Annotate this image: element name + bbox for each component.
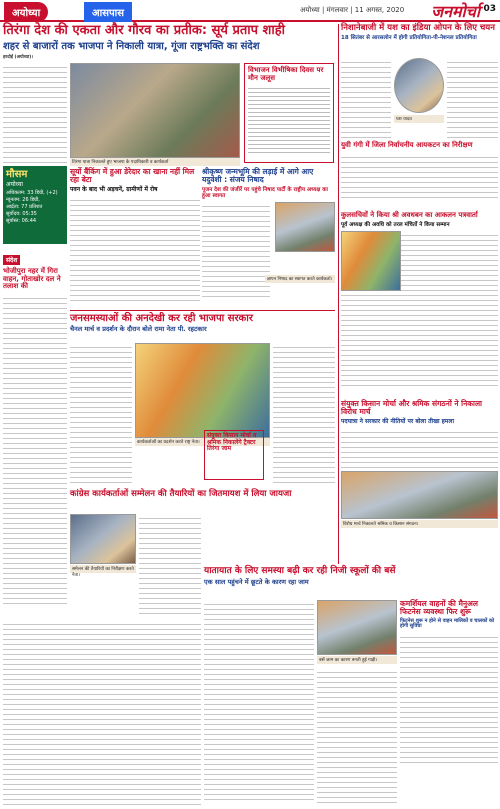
quote-box-text	[248, 85, 330, 155]
right-story-4	[341, 400, 498, 560]
story-3-headline: श्रीकृष्ण जन्मभूमि की लड़ाई में आगे आए यदुवंशी : संजय निषाद	[202, 167, 314, 185]
right-4-caption: विरोध मार्च निकालते श्रमिक व किसान संगठन।	[341, 520, 498, 528]
lead-headline: तिरंगा देश की एकता और गौरव का प्रतीक: सूर्य प्रताप शाही	[3, 23, 286, 38]
sandesh-label: संदेश	[3, 255, 20, 265]
right-1-subhead: 18 सितंबर से आरसलोन में होगी प्रतियोगिता-पी-नेशनल प्रतियोगिता	[341, 35, 477, 42]
story-5-photo	[70, 514, 136, 564]
right-5-subhead: फिटनेस शुरू न होने से वाहन मालिकों व चालकों को होगी सुविधा	[400, 617, 495, 629]
quote-box-title: विभाजन विभीषिका दिवस पर मौन जलूस	[248, 66, 324, 82]
story-6-caption: बसें जाम का कारण बनती हुई गाड़ी।	[317, 656, 397, 664]
right-3-headline: कुलसचिवों ने किया श्री अवधबन का आकलन पत्रवार्ता	[341, 211, 478, 219]
sandesh-headline: भोजीपुरा नहर में गिरा वाहन, गोताखोर दल ने तलाश की	[3, 267, 61, 291]
right-2-headline: युवी गंगी में जिला निर्वाचनीय आयकटन का निरीक्षण	[341, 141, 473, 149]
city-tag: अयोध्या	[4, 2, 48, 22]
story-4-body	[70, 343, 132, 483]
right-3-subhead: पूर्व अध्यक्ष की अवधि को तरल मंचितों ने किया सम्मान	[341, 221, 450, 228]
story-3-photo	[275, 202, 335, 252]
weather-box	[3, 166, 67, 244]
weather-line-4: सूर्योदय: 05:35	[6, 211, 37, 217]
right-story-5	[400, 600, 498, 805]
page-number: 03	[483, 4, 496, 14]
story-6-subhead: एक साल पहुंचने में छूटते के कारण रहा जाम	[204, 577, 309, 586]
right-column-divider	[338, 24, 339, 564]
masthead-bar	[0, 0, 500, 22]
story-3-body	[202, 202, 270, 297]
lead-body-left	[3, 63, 67, 163]
quote-box	[244, 63, 334, 163]
story-4-headline: जनसमस्याओं की अनदेखी कर रही भाजपा सरकार	[70, 313, 253, 324]
sandesh-box	[3, 247, 67, 617]
right-2-body	[341, 153, 498, 201]
story-4-photo	[135, 343, 270, 438]
right-4-body	[341, 428, 498, 468]
right-story-2	[341, 142, 498, 212]
story-4-caption: कार्यकर्ताओं का प्रदर्शन करते राष्ट्र नेता।	[135, 438, 270, 446]
story-5-caption: समेलन की तैयारियों का निरीक्षण करते नेता।	[70, 565, 136, 573]
story-5-headline: कांग्रेस कार्यकर्ताओं सम्मेलन की तैयारियों का जितमायश में लिया जायजा	[70, 489, 292, 499]
section-tag: आसपास	[84, 2, 132, 22]
weather-title: मौसम	[6, 169, 28, 180]
weather-line-1: अधिकतम: 33 डिग्री, (+2)	[6, 190, 58, 196]
right-story-1	[341, 24, 498, 54]
dateline: अयोध्या | मंगलवार | 11 अगस्त, 2020	[300, 6, 405, 14]
right-4-headline: संयुक्त किसान मोर्चा और श्रमिक संगठनों ने निकाला विरोध मार्च	[341, 399, 482, 417]
story-6-photo	[317, 600, 397, 655]
story-3-subhead: पूजन देश की जंजीरें पर पहुंचे निषाद पार्टी के राष्ट्रीय अध्यक्ष का हुआ स्वागत	[202, 186, 328, 199]
story-2-headline: सूर्यो बैंकिंग में हुआ डेरेदार का खाना नहीं मिल रहा बेटा	[70, 167, 195, 185]
story-7-headline: संयुक्त किसान मोर्चा व श्रमिक निकालेंगे ट्रैक्टर तिरंगा जाम	[207, 432, 257, 453]
lead-subhead: शहर से बाजारों तक भाजपा ने निकाली यात्रा, गूंजा राष्ट्रभक्ति का संदेश	[3, 41, 260, 53]
right-story-3	[341, 212, 498, 397]
story-6-headline: यातायात के लिए समस्या बढ़ी कर रही निजी स्कूलों की बसें	[204, 566, 396, 576]
right-1-body-2	[447, 58, 498, 138]
story-5-body-continued	[3, 620, 201, 805]
story-6-body	[204, 600, 314, 800]
lead-dateline: हरदोई (अयोध्या)।	[3, 55, 34, 61]
right-1-headline: निशानेबाजी में यश का इंडिया ओपन के लिए चयन	[341, 23, 495, 33]
weather-subtitle: अयोध्या	[6, 181, 23, 188]
brand-logo: जनमोर्चा	[431, 2, 480, 21]
story-2-body	[70, 196, 200, 301]
divider	[70, 310, 335, 311]
story-6	[204, 567, 498, 597]
weather-line-5: सूर्यास्त: 06:44	[6, 218, 37, 224]
story-2	[70, 168, 200, 308]
story-3	[202, 168, 335, 308]
sandesh-body	[3, 294, 67, 604]
right-1-caption: यश यादव	[394, 115, 444, 123]
weather-line-2: न्यूनतम: 26 डिग्री,	[6, 197, 40, 203]
right-1-photo	[394, 58, 444, 113]
story-4-subhead: चैनल मार्च व प्रदर्शन के दौरान बोले रामा नेता पी. रहटकार	[70, 325, 207, 333]
story-5	[70, 490, 335, 514]
story-5-body	[139, 514, 201, 614]
lead-caption: तिरंगा यात्रा निकालते हुए भाजपा के पदाधिकारी व कार्यकर्ता	[70, 158, 240, 166]
lead-photo	[70, 63, 240, 158]
right-4-photo	[341, 471, 498, 519]
story-7	[204, 430, 264, 480]
right-5-body	[400, 633, 498, 763]
story-4-body-right	[273, 343, 335, 483]
right-1-body	[341, 58, 391, 138]
right-4-subhead: पदयात्रा ने सरकार की नीतियों पर बोला तीखा हमला	[341, 417, 455, 425]
story-6-body-2	[317, 668, 397, 805]
right-3-photo	[341, 231, 401, 291]
right-5-headline: कमर्शियल वाहनों की मैनुअल फिटनेस व्यवस्था फिर शुरू	[400, 599, 478, 617]
story-2-subhead: पवन के बाद भी अड़चनें, ग्रामीणों में रोष	[70, 185, 158, 193]
weather-line-3: आर्द्रता: 77 प्रतिशत	[6, 204, 43, 210]
story-3-caption: ज्ञापन निषाद का स्वागत करते कार्यकर्ता।	[265, 275, 335, 283]
